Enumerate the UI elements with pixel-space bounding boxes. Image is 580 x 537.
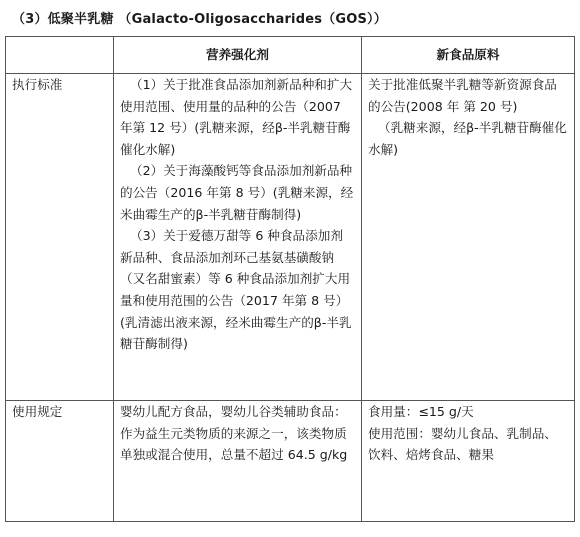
row-label-usage: 使用规定 xyxy=(6,401,114,522)
novel-food-standards-cell xyxy=(361,74,574,401)
novel-food-usage-1: 食用量：≤15 g/天 xyxy=(367,404,474,419)
section-heading: （3）低聚半乳糖 （Galacto-Oligosaccharides（GOS）） xyxy=(12,12,387,27)
table-header-row xyxy=(6,37,575,74)
header-novel-food: 新食品原料 xyxy=(361,37,574,74)
fortifier-usage-cell xyxy=(113,401,361,522)
table-row-usage xyxy=(6,401,575,522)
fortifier-standard-1: （1）关于批准食品添加剂新品种和扩大使用范围、使用量的品种的公告（2007 年第 12 号）(乳糖来源，经β-半乳糖苷酶催化水解) xyxy=(119,77,353,157)
fortifier-standard-3: （3）关于爱德万甜等 6 种食品添加剂新品种、食品添加剂环己基氨基磺酸钠（又名甜蜜素）等 6 种食品添加剂扩大用量和使用范围的公告（2017 年第 8 号）(乳清滤出液来源，经米曲霉生产的β-半乳糖苷酶制得) xyxy=(119,228,352,352)
table-row-standards xyxy=(6,74,575,401)
gos-regulation-table xyxy=(5,36,575,522)
novel-food-standard-note: （乳糖来源，经β-半乳糖苷酶催化水解) xyxy=(367,120,567,157)
fortifier-usage-2: 作为益生元类物质的来源之一，该类物质单独或混合使用，总量不超过 64.5 g/kg xyxy=(119,425,348,463)
novel-food-usage-cell xyxy=(361,401,574,522)
novel-food-standard-1: 关于批准低聚半乳糖等新资源食品的公告(2008 年 第 20 号) xyxy=(367,77,557,114)
fortifier-standards-cell xyxy=(113,74,361,401)
row-label-standards: 执行标准 xyxy=(6,74,114,401)
novel-food-usage-2: 使用范围：婴幼儿食品、乳制品、饮料、焙烤食品、糖果 xyxy=(367,425,557,463)
header-empty-cell xyxy=(6,37,114,74)
fortifier-usage-1: 婴幼儿配方食品，婴幼儿谷类辅助食品： xyxy=(119,404,347,419)
fortifier-standard-2: （2）关于海藻酸钙等食品添加剂新品种的公告（2016 年第 8 号）(乳糖来源，经米曲霉生产的β-半乳糖苷酶制得) xyxy=(119,163,354,222)
header-fortifier: 营养强化剂 xyxy=(113,37,361,74)
